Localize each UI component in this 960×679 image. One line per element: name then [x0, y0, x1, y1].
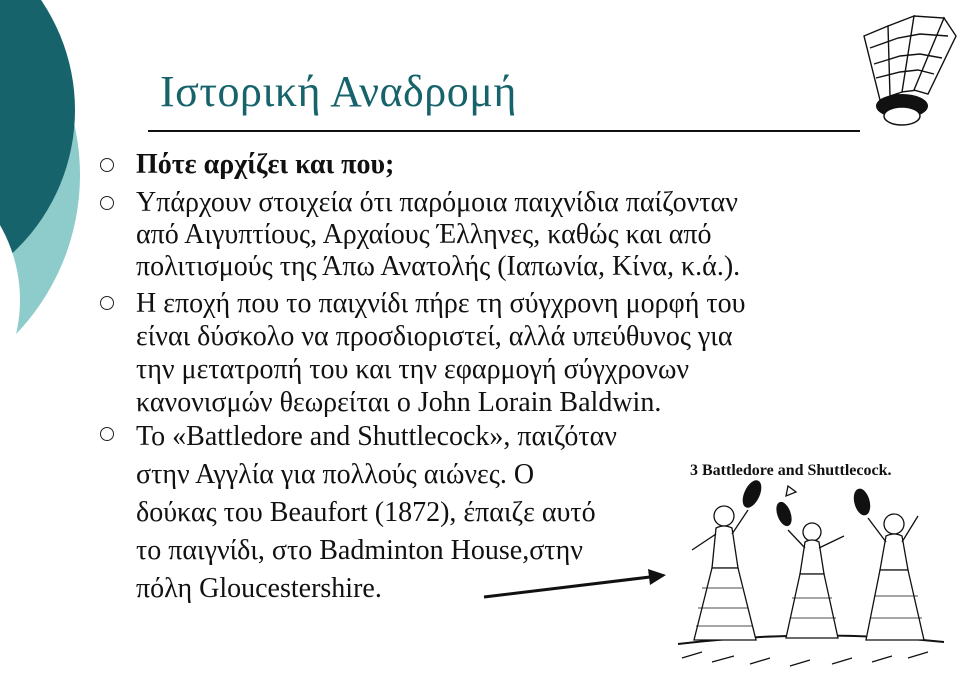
bullet-text: Η εποχή που το παιχνίδι πήρε τη σύγχρονη μορφή του είναι δύσκολο να προσδιοριστεί, αλλά υπεύθυνος για την μετατροπή του και την εφαρμογή σύγχρονων κανονισμών θεωρείται ο John Lorain Baldwin.: [136, 288, 746, 418]
bullet-marker: [100, 196, 114, 210]
bullet-text: Πότε αρχίζει και που;: [136, 149, 395, 180]
bullet-marker: [100, 296, 114, 310]
bullet-text: Υπάρχουν στοιχεία ότι παρόμοια παιχνίδια παίζονταν από Αιγυπτίους, Αρχαίους Έλληνες, καθώς και από πολιτισμούς της Άπω Ανατολής (Ιαπωνία, Κίνα, κ.ά.).: [136, 187, 741, 282]
title-underline: [148, 130, 860, 132]
shuttlecock-icon: [858, 8, 958, 128]
page-title: Ιστορική Αναδρομή: [160, 67, 517, 116]
bullet-text: Το «Battledore and Shuttlecock», παιζόταν στην Αγγλία για πολλούς αιώνες. Ο δούκας του Beaufort (1872), έπαιζε αυτό το παιγνίδι, στο Badminton House,στην πόλη Gloucestershire.: [136, 421, 617, 604]
arrow-icon: [480, 565, 670, 605]
battledore-illustration: [672, 458, 948, 673]
bullet-marker: [100, 158, 114, 172]
figure-caption: 3 Battledore and Shuttlecock.: [690, 462, 892, 479]
bullet-marker: [100, 427, 114, 441]
left-decoration: [0, 0, 110, 400]
